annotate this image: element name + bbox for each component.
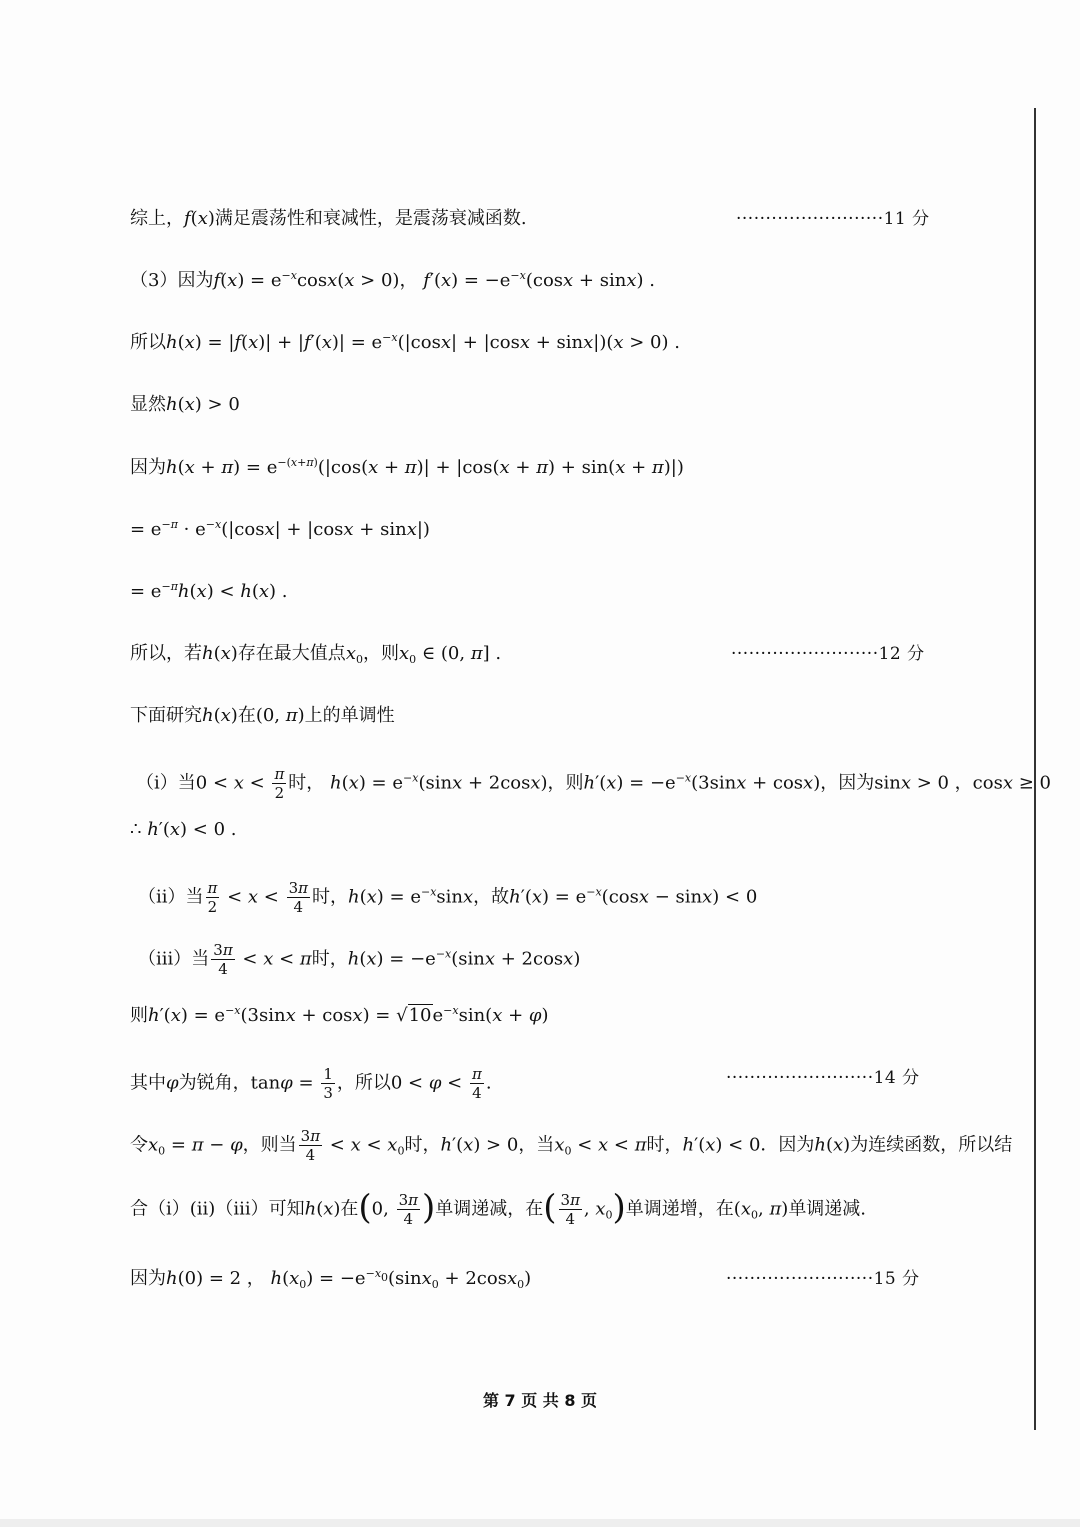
line-case-ii: （ii）当 $\frac{\pi}{2}$ < x < $\frac{3\pi}{4}$ 时，$h(x) = e^{-x}\sin x$，故$h'(x) = e^{-x}(\cos x - \sin x) < 0$	[138, 879, 758, 916]
score-12: ·························12 分	[731, 644, 925, 664]
line-case-i: （i）当0 < x < $\frac{\pi}{2}$ 时， $h(x) = e^{-x}(\sin x + 2\cos x)$，则$h'(x) = -e^{-x}(3\sin x + \cos x)$，因为sinx > 0 ，cosx ≥ 0	[136, 765, 1051, 802]
line-step2: = $e^{-\pi} \cdot e^{-x}(|\cos x| + |\cos x + \sin x|)$	[130, 518, 430, 540]
bottom-band	[0, 1519, 1080, 1527]
line-part3: （3）因为$f(x) = e^{-x}\cos x(x > 0)$， $f'(x) = -e^{-x}(\cos x + \sin x)$ .	[130, 269, 655, 291]
line-h-shift: 因为$h(x + \pi) = e^{-(x+\pi)}(|\cos(x + \pi)| + |\cos(x + \pi) + \sin(x + \pi)|)$	[130, 456, 684, 478]
line-define-h: 所以$h(x) = |f(x)| + |f'(x)| = e^{-x}(|\cos x| + |\cos x + \sin x|)(x > 0)$ .	[130, 331, 680, 353]
score-15: ·························15 分	[726, 1269, 920, 1289]
line-case-i-result: ∴ h′(x) < 0 .	[130, 819, 237, 840]
line-h-positive: 显然h(x) > 0	[130, 394, 240, 415]
score-11: ·························11 分	[736, 209, 930, 229]
line-monotonic-intro: 下面研究h(x)在(0, π)上的单调性	[130, 705, 395, 726]
line-combine: 合（i）(ii)（iii）可知h(x)在(0, $\frac{3\pi}{4}$ )单调递减，在( $\frac{3\pi}{4}$ , $x_0$)单调递增，在($x_0$, π)单调递减.	[130, 1187, 867, 1228]
line-phi: 其中φ为锐角，tanφ = $\frac{1}{3}$ ，所以0 < φ < $\frac{\pi}{4}$ .	[130, 1065, 492, 1102]
line-let-x0: 令$x_0 = \pi - \varphi$，则当 $\frac{3\pi}{4}$ < $x < x_0$时，h′(x) > 0，当$x_0 < x < \pi$时，h′(x) < 0．因为h(x)为连续函数，所以结	[130, 1127, 1013, 1164]
line-max-point: 所以，若h(x)存在最大值点$x_0$，则$x_0$ ∈ (0, π] .	[130, 643, 502, 666]
score-14: ·························14 分	[726, 1068, 920, 1088]
line-h0: 因为h(0) = 2 ， $h(x_0) = -e^{-x_0}(\sin x_0 + 2\cos x_0)$	[130, 1267, 532, 1291]
line-step3: = $e^{-\pi}h(x) < h(x)$ .	[130, 580, 288, 602]
page-number-footer: 第 7 页 共 8 页	[482, 1391, 598, 1410]
line-derivative-iii: 则$h'(x) = e^{-x}(3\sin x + \cos x) = √10e^{-x}\sin(x + \varphi)$	[130, 1004, 549, 1026]
line-conclusion: 综上，f(x)满足震荡性和衰减性，是震荡衰减函数.	[130, 208, 527, 229]
line-case-iii: （iii）当 $\frac{3\pi}{4}$ < x < π时，$h(x) = -e^{-x}(\sin x + 2\cos x)$	[138, 941, 581, 978]
